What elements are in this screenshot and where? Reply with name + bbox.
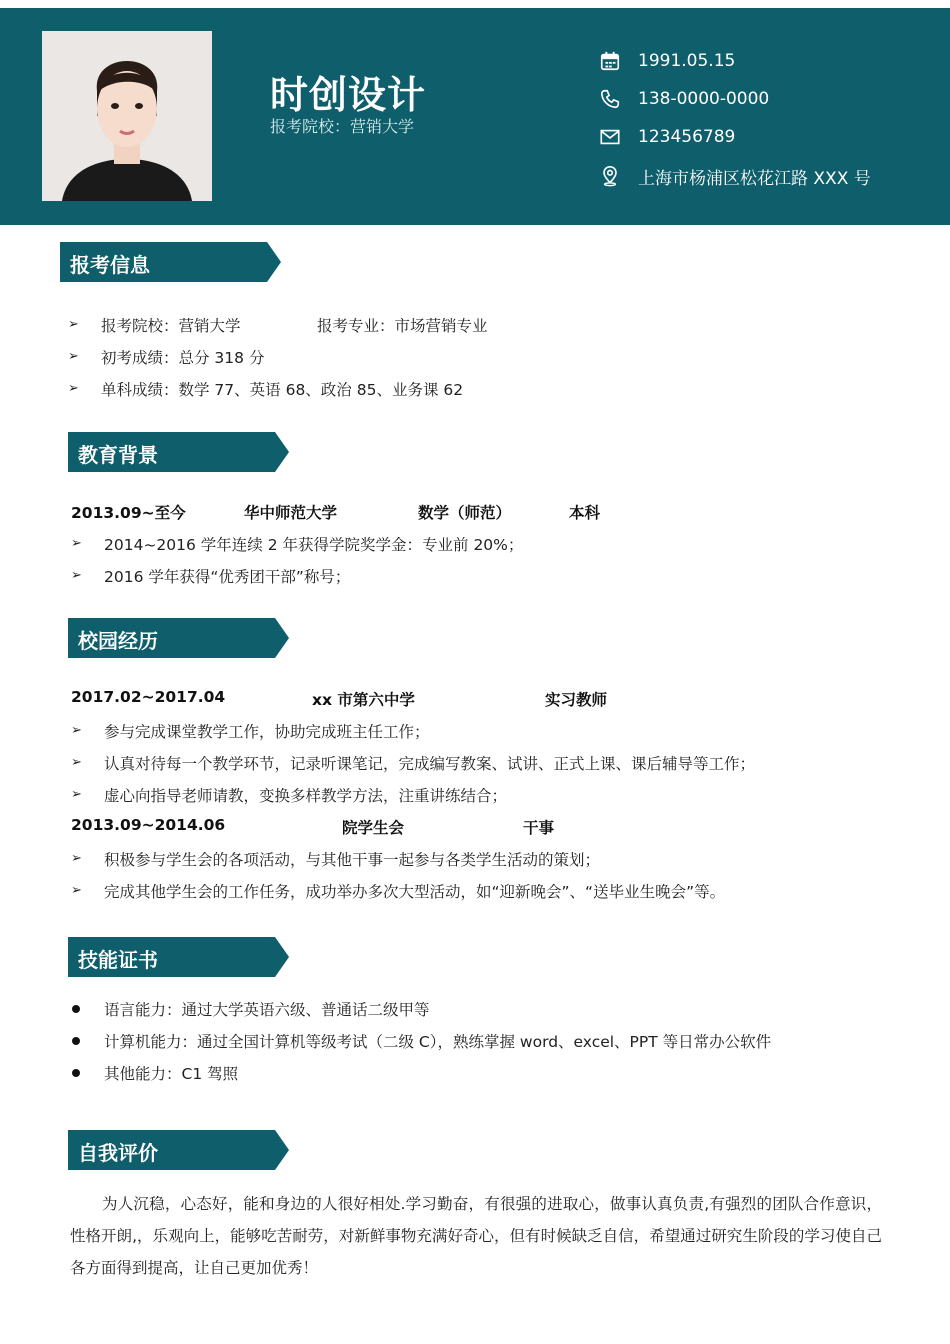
section-title: 校园经历: [78, 629, 158, 653]
exam-major: 报考专业：市场营销专业: [317, 317, 488, 335]
arrow-bullet-icon: ➢: [71, 568, 82, 583]
exam-score: 初考成绩：总分 318 分: [101, 349, 265, 367]
job-item: 认真对待每一个教学环节，记录听课笔记，完成编写教案、试讲、正式上课、课后辅导等工作；: [104, 755, 756, 773]
job-item: 完成其他学生会的工作任务，成功举办多次大型活动，如“迎新晚会”、“送毕业生晚会”等。: [104, 883, 726, 901]
section-header-exam: [60, 242, 285, 282]
job-org: 院学生会: [342, 819, 405, 837]
self-evaluation-text: 为人沉稳，心态好，能和身边的人很好相处.学习勤奋，有很强的进取心，做事认真负责,有强烈的团队合作意识，性格开朗,，乐观向上，能够吃苦耐劳，对新鲜事物充满好奇心，但有时候缺乏自信，希望通过研究生阶段的学习使自己各方面得到提高，让自己更加优秀！: [70, 1195, 882, 1277]
edu-degree: 本科: [569, 504, 601, 522]
skill-item: 计算机能力：通过全国计算机等级考试（二级 C），熟练掌握 word、excel、PPT 等日常办公软件: [104, 1033, 772, 1051]
exam-school: 报考院校：营销大学: [101, 317, 241, 335]
arrow-bullet-icon: ➢: [71, 787, 82, 802]
edu-period: 2013.09~至今: [71, 504, 186, 522]
arrow-bullet-icon: ➢: [68, 317, 79, 332]
section-title: 自我评价: [78, 1141, 158, 1165]
job-item: 积极参与学生会的各项活动，与其他干事一起参与各类学生活动的策划；: [104, 851, 601, 869]
bullet-dot-icon: [72, 1037, 80, 1045]
contact-text: 1991.05.15: [638, 51, 736, 71]
contact-text: 上海市杨浦区松花江路 XXX 号: [638, 168, 871, 189]
candidate-name: 时创设计: [270, 73, 427, 117]
edu-item: 2016 学年获得“优秀团干部”称号；: [104, 568, 351, 586]
arrow-bullet-icon: ➢: [68, 349, 79, 364]
edu-university: 华中师范大学: [244, 504, 338, 522]
bullet-dot-icon: [72, 1005, 80, 1013]
target-school: 报考院校：营销大学: [270, 117, 415, 136]
skill-item: 其他能力：C1 驾照: [104, 1065, 239, 1083]
arrow-bullet-icon: ➢: [71, 536, 82, 551]
section-header-education: [68, 432, 293, 472]
contact-address: [598, 161, 928, 191]
section-title: 技能证书: [78, 948, 158, 972]
mail-icon: [598, 125, 622, 149]
profile-photo: [42, 31, 212, 201]
job-role: 干事: [523, 819, 555, 837]
section-header-self: [68, 1130, 293, 1170]
arrow-bullet-icon: ➢: [71, 883, 82, 898]
edu-major: 数学（师范）: [418, 504, 512, 522]
arrow-bullet-icon: ➢: [71, 755, 82, 770]
contact-email: [598, 122, 928, 152]
section-header-campus: [68, 618, 293, 658]
location-icon: [598, 164, 622, 188]
job-item: 虚心向指导老师请教，变换多样教学方法，注重讲练结合；: [104, 787, 508, 805]
header-banner: [0, 8, 950, 225]
section-title: 教育背景: [78, 443, 158, 467]
job-item: 参与完成课堂教学工作，协助完成班主任工作；: [104, 723, 430, 741]
job-period: 2013.09~2014.06: [71, 816, 226, 834]
calendar-icon: [598, 49, 622, 73]
arrow-bullet-icon: ➢: [68, 381, 79, 396]
contact-birthdate: [598, 46, 928, 76]
contact-text: 138-0000-0000: [638, 89, 770, 109]
exam-subjects: 单科成绩：数学 77、英语 68、政治 85、业务课 62: [101, 381, 464, 399]
job-role: 实习教师: [545, 691, 608, 709]
section-header-skills: [68, 937, 293, 977]
portrait-image: [42, 31, 212, 201]
edu-item: 2014~2016 学年连续 2 年获得学院奖学金：专业前 20%；: [104, 536, 524, 554]
arrow-bullet-icon: ➢: [71, 851, 82, 866]
bullet-dot-icon: [72, 1069, 80, 1077]
job-period: 2017.02~2017.04: [71, 688, 226, 706]
contact-text: 123456789: [638, 127, 736, 147]
arrow-bullet-icon: ➢: [71, 723, 82, 738]
phone-icon: [598, 87, 622, 111]
job-org: xx 市第六中学: [312, 691, 415, 709]
section-title: 报考信息: [70, 253, 150, 277]
skill-item: 语言能力：通过大学英语六级、普通话二级甲等: [104, 1001, 430, 1019]
contact-phone: [598, 84, 928, 114]
